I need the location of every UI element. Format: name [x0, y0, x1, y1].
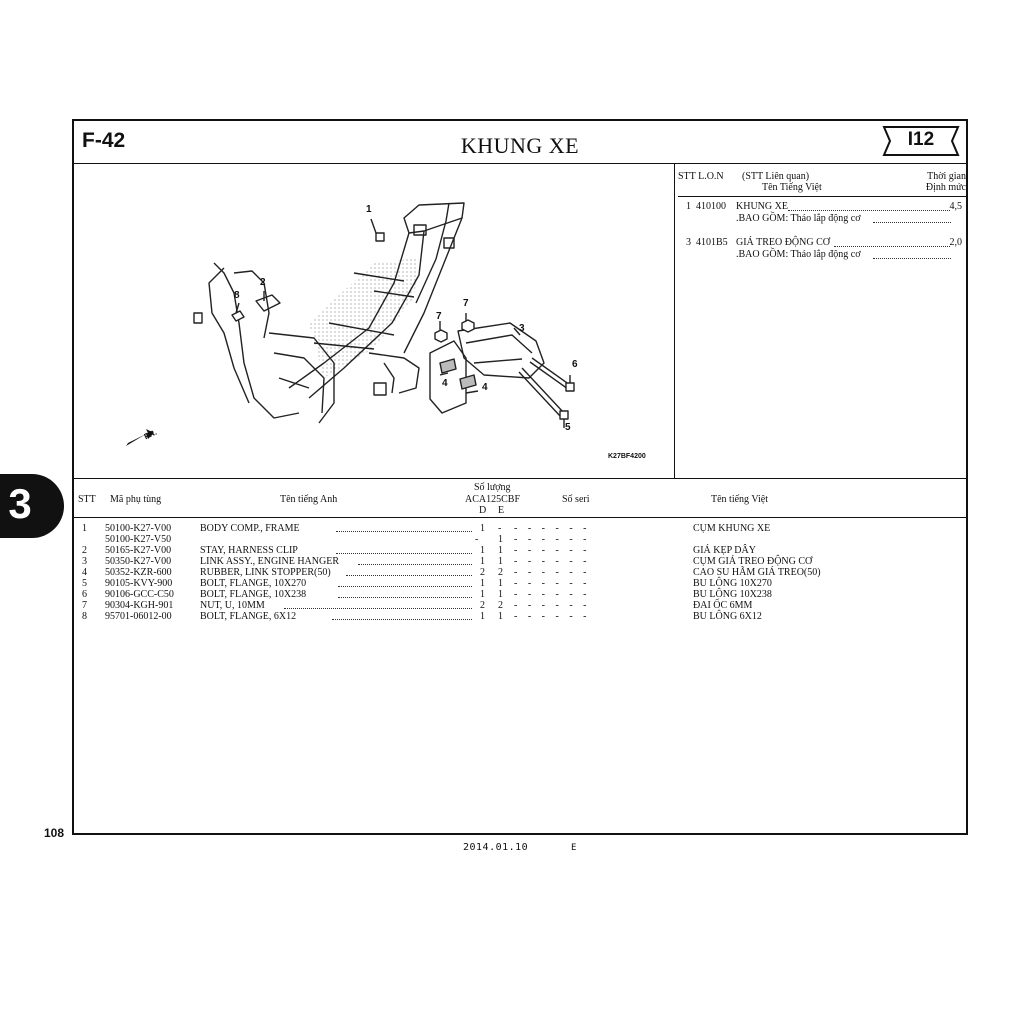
page-number: 108 — [44, 826, 65, 840]
table-row[interactable] — [74, 556, 966, 567]
labor-item-code: 4101B5 — [696, 237, 728, 248]
footer-edition: E — [571, 843, 577, 853]
row-qty-d: 2 — [480, 600, 485, 611]
table-row[interactable] — [74, 611, 966, 622]
chapter-tab[interactable] — [0, 474, 64, 538]
row-qty-e: - — [498, 523, 502, 534]
index-code: I12 — [907, 129, 935, 150]
section-code: F-42 — [82, 129, 126, 152]
labor-col-vn-name: Tên Tiếng Việt — [762, 182, 822, 193]
serial-dashes: - - - - - - — [514, 523, 591, 534]
col-header-qty: Số lượng — [474, 482, 511, 493]
row-vn-name: BU LÔNG 10X270 — [693, 578, 772, 589]
row-stt: 2 — [82, 545, 87, 556]
leader-dots — [336, 545, 472, 554]
row-en-name: BOLT, FLANGE, 10X270 — [200, 578, 307, 589]
row-vn-name: CAO SU HÃM GIÁ TREO(50) — [693, 567, 821, 578]
row-vn-name: GIÁ KẸP DÂY — [693, 545, 756, 556]
row-part-no: 95701-06012-00 — [105, 611, 172, 622]
row-en-name: BOLT, FLANGE, 10X238 — [200, 589, 307, 600]
labor-item-note: .BAO GỒM: Tháo lắp động cơ — [736, 249, 861, 260]
row-qty-d: 1 — [480, 589, 485, 600]
col-header-en-name: Tên tiếng Anh — [280, 494, 338, 505]
col-header-vn-name: Tên tiếng Việt — [711, 494, 768, 505]
row-part-no: 90304-KGH-901 — [105, 600, 174, 611]
table-top-divider — [74, 478, 966, 479]
row-qty-e: 2 — [498, 600, 503, 611]
labor-item-name: KHUNG XE — [736, 201, 788, 212]
leader-dots — [336, 523, 472, 532]
row-qty-d: 1 — [480, 556, 485, 567]
row-vn-name: CỤM KHUNG XE — [693, 523, 771, 534]
row-vn-name: BU LÔNG 10X238 — [693, 589, 772, 600]
labor-item-time: 4,5 — [949, 201, 962, 212]
row-part-no: 90105-KVY-900 — [105, 578, 173, 589]
row-qty-e: 1 — [498, 578, 503, 589]
serial-dashes: - - - - - - — [514, 534, 591, 545]
labor-item — [678, 237, 966, 261]
row-qty-d: 1 — [480, 578, 485, 589]
serial-dashes: - - - - - - — [514, 600, 591, 611]
row-qty-e: 1 — [498, 589, 503, 600]
row-part-no: 50100-K27-V50 — [105, 534, 172, 545]
row-qty-d: 1 — [480, 611, 485, 622]
labor-header-divider — [678, 196, 966, 197]
row-en-name: NUT, U, 10MM — [200, 600, 265, 611]
row-qty-e: 1 — [498, 545, 503, 556]
row-vn-name: CỤM GIÁ TREO ĐỘNG CƠ — [693, 556, 813, 567]
table-row[interactable] — [74, 589, 966, 600]
callout-6: 6 — [572, 359, 578, 370]
leader-dots — [873, 213, 951, 223]
row-part-no: 50352-KZR-600 — [105, 567, 172, 578]
row-en-name: LINK ASSY., ENGINE HANGER — [200, 556, 339, 567]
frame-drawing — [74, 163, 674, 478]
row-part-no: 90106-GCC-C50 — [105, 589, 174, 600]
figure-code: K27BF4200 — [608, 453, 646, 460]
row-part-no: 50165-K27-V00 — [105, 545, 172, 556]
front-marker-label: FR. — [142, 427, 159, 442]
leader-dots — [834, 237, 950, 247]
parts-page-frame — [72, 119, 968, 835]
row-qty-d: - — [475, 534, 479, 545]
footer-date: 2014.01.10 — [463, 842, 529, 853]
leader-dots — [284, 600, 472, 609]
callout-4a: 4 — [442, 378, 448, 389]
callout-1: 1 — [366, 204, 372, 215]
table-row[interactable] — [74, 534, 966, 545]
col-header-model: ACA125CBF — [465, 494, 521, 505]
row-stt: 8 — [82, 611, 87, 622]
leader-dots — [332, 611, 472, 620]
table-header-divider — [74, 517, 966, 518]
leader-dots — [338, 589, 472, 598]
row-qty-e: 1 — [498, 534, 503, 545]
labor-col-related: (STT Liên quan) — [742, 171, 810, 182]
row-stt: 7 — [82, 600, 87, 611]
labor-item-note: .BAO GỒM: Tháo lắp động cơ — [736, 213, 861, 224]
index-badge — [882, 126, 960, 156]
chapter-tab-label: 3 — [8, 480, 32, 527]
serial-dashes: - - - - - - — [514, 556, 591, 567]
diagram-divider — [674, 163, 675, 478]
col-header-stt: STT — [78, 494, 96, 505]
row-qty-d: 2 — [480, 567, 485, 578]
row-en-name: BOLT, FLANGE, 6X12 — [200, 611, 297, 622]
callout-7b: 7 — [436, 311, 442, 322]
serial-dashes: - - - - - - — [514, 567, 591, 578]
row-stt: 4 — [82, 567, 87, 578]
labor-item — [678, 201, 966, 225]
row-part-no: 50350-K27-V00 — [105, 556, 172, 567]
col-header-part-no: Mã phụ tùng — [110, 494, 162, 505]
table-row[interactable] — [74, 567, 966, 578]
serial-dashes: - - - - - - — [514, 545, 591, 556]
page-title: KHUNG XE — [460, 133, 580, 158]
labor-item-stt: 3 — [686, 237, 691, 248]
row-qty-e: 2 — [498, 567, 503, 578]
row-part-no: 50100-K27-V00 — [105, 523, 172, 534]
table-row[interactable] — [74, 578, 966, 589]
table-row[interactable] — [74, 545, 966, 556]
row-stt: 3 — [82, 556, 87, 567]
callout-7a: 7 — [463, 298, 469, 309]
leader-dots — [788, 201, 950, 211]
col-header-e: E — [498, 505, 505, 516]
row-qty-d: 1 — [480, 545, 485, 556]
labor-item-name: GIÁ TREO ĐỘNG CƠ — [736, 237, 830, 248]
leader-dots — [338, 578, 472, 587]
leader-dots — [873, 249, 951, 259]
serial-dashes: - - - - - - — [514, 611, 591, 622]
row-stt: 1 — [82, 523, 87, 534]
labor-col-time-2: Định mức — [925, 182, 966, 193]
col-header-serial: Số seri — [562, 494, 590, 505]
callout-5: 5 — [565, 422, 571, 433]
col-header-d: D — [479, 505, 487, 516]
row-qty-e: 1 — [498, 556, 503, 567]
serial-dashes: - - - - - - — [514, 589, 591, 600]
exploded-diagram — [74, 163, 674, 478]
row-en-name: BODY COMP., FRAME — [200, 523, 300, 534]
labor-item-code: 410100 — [696, 201, 726, 212]
row-qty-d: 1 — [480, 523, 485, 534]
row-qty-e: 1 — [498, 611, 503, 622]
callout-2: 2 — [260, 277, 266, 288]
table-row[interactable] — [74, 600, 966, 611]
labor-item-time: 2,0 — [949, 237, 962, 248]
labor-col-stt: STT L.O.N — [678, 171, 724, 182]
callout-3: 3 — [519, 323, 525, 334]
row-en-name: RUBBER, LINK STOPPER(50) — [200, 567, 331, 578]
callout-8: 8 — [234, 290, 240, 301]
callout-4b: 4 — [482, 382, 488, 393]
row-vn-name: BU LÔNG 6X12 — [693, 611, 762, 622]
leader-dots — [346, 567, 472, 576]
row-stt: 5 — [82, 578, 87, 589]
table-row[interactable] — [74, 523, 966, 534]
row-stt: 6 — [82, 589, 87, 600]
labor-col-time-1: Thời gian — [927, 171, 966, 182]
row-vn-name: ĐAI ỐC 6MM — [693, 600, 753, 611]
leader-dots — [358, 556, 472, 565]
serial-dashes: - - - - - - — [514, 578, 591, 589]
labor-item-stt: 1 — [686, 201, 691, 212]
row-en-name: STAY, HARNESS CLIP — [200, 545, 298, 556]
